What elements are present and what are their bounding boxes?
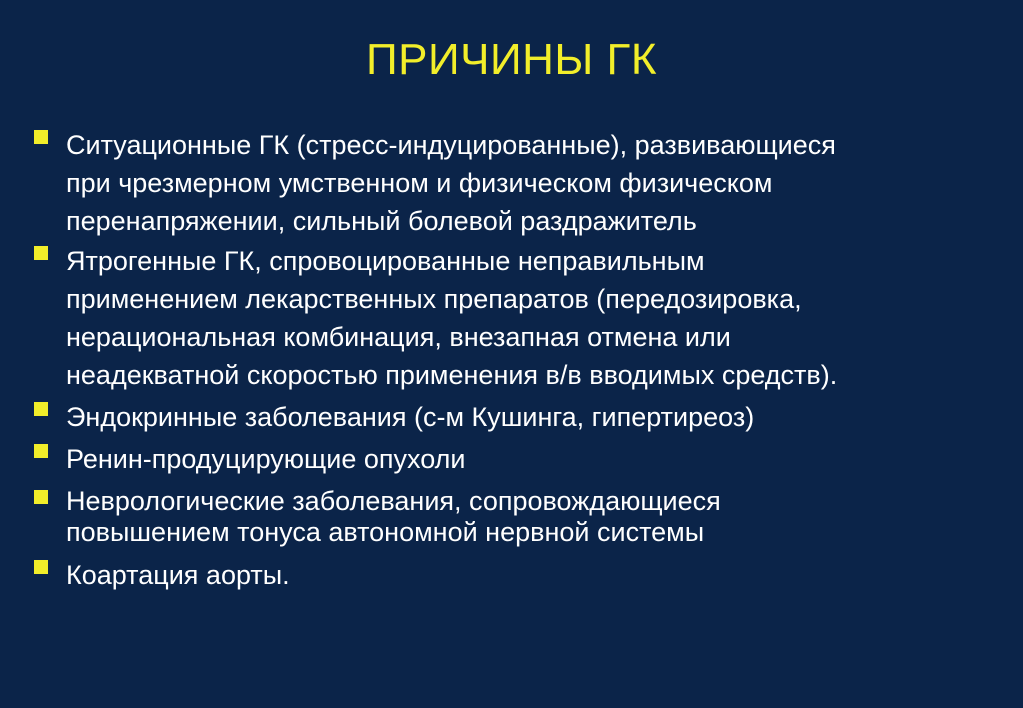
square-bullet-icon <box>34 490 48 504</box>
square-bullet-icon <box>34 130 48 144</box>
list-item-text: Неврологические заболевания, сопровождающиеся повышением тонуса автономной нервной системы <box>66 486 721 547</box>
list-item <box>34 440 994 478</box>
list-item-text: Коартация аорты. <box>66 560 290 590</box>
bullet-list <box>34 126 994 594</box>
square-bullet-icon <box>34 444 48 458</box>
square-bullet-icon <box>34 246 48 260</box>
list-item <box>34 126 994 240</box>
list-item <box>34 486 994 548</box>
list-item-text: Эндокринные заболевания (с-м Кушинга, гипертиреоз) <box>66 402 755 432</box>
list-item-text: Ситуационные ГК (стресс-индуцированные), развивающиеся при чрезмерном умственном и физическом физическом перенапряжении, сильный болевой раздражитель <box>66 130 836 236</box>
list-item-text: Ятрогенные ГК, спровоцированные неправильным применением лекарственных препаратов (передозировка, нерациональная комбинация, внезапная отмена или неадекватной скоростью применения в/в вводимых средств). <box>66 246 838 390</box>
list-item <box>34 398 994 436</box>
slide-title: ПРИЧИНЫ ГК <box>366 35 657 84</box>
list-item <box>34 556 994 594</box>
list-item <box>34 242 994 394</box>
list-item-text: Ренин-продуцирующие опухоли <box>66 444 466 474</box>
square-bullet-icon <box>34 402 48 416</box>
square-bullet-icon <box>34 560 48 574</box>
